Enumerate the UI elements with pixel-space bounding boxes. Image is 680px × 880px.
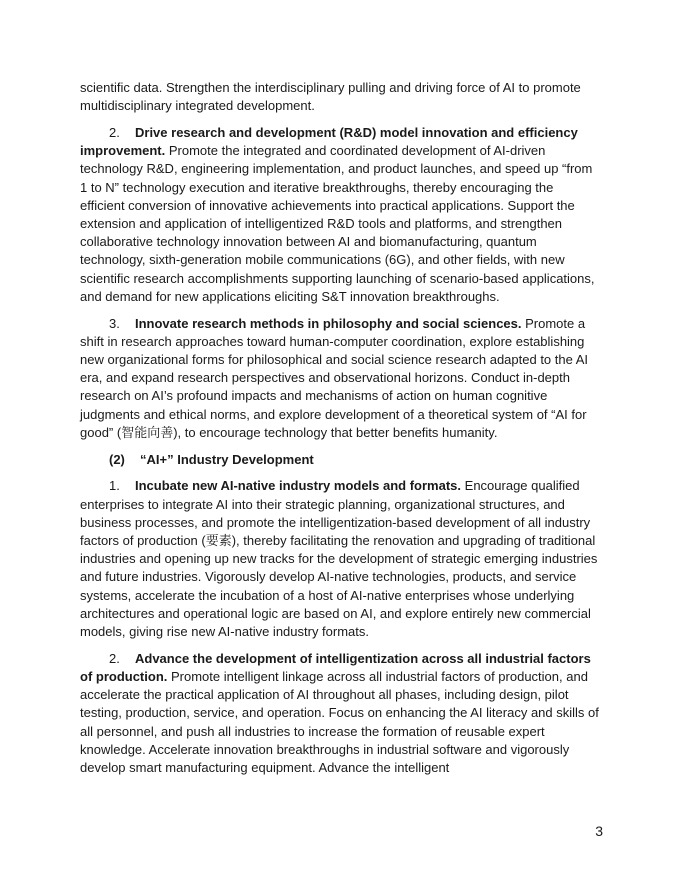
section-number: (2)	[109, 451, 125, 467]
item-3-philosophy-social-sciences	[80, 315, 600, 442]
item-title: Advance the development of intelligentization across all industrial factors of production.	[80, 650, 591, 685]
item-body: Encourage qualified enterprises to integrate AI into their strategic planning, organizational structures, and business processes, and promote the intelligentization-based development of all industry factors of production (要素), thereby facilitating the renovation and upgrading of traditional industries and opening up new tracks for the development of strategic emerging industries and future industries. Vigorously develop AI-native technologies, products, and service systems, accelerate the incubation of a host of AI-native enterprises whose underlying architectures and operational logic are based on AI, and explore entirely new commercial models, giving rise new AI-native industry formats.	[80, 478, 598, 640]
item-body: Promote intelligent linkage across all industrial factors of production, and accelerate the practical application of AI throughout all phases, including design, pilot testing, production, service, and operation. Focus on enhancing the AI literacy and skills of all personnel, and push all industries to increase the formation of reusable expert knowledge. Accelerate innovation breakthroughs in industrial software and vigorously develop smart manufacturing equipment. Advance the intelligent	[80, 669, 599, 776]
item-2-intelligentization-factors	[80, 650, 600, 777]
item-body: Promote a shift in research approaches toward human-computer coordination, explore establishing new organizational forms for philosophical and social science research adapted to the AI era, and expand research perspectives and observational horizons. Conduct in-depth research on AI’s profound impacts and mechanisms of action on human cognitive judgments and ethical norms, and explore development of a theoretical system of “AI for good” (智能向善), to encourage technology that better benefits humanity.	[80, 315, 589, 440]
item-number: 3.	[109, 315, 120, 331]
page-number: 3	[595, 823, 603, 839]
item-body: Promote the integrated and coordinated development of AI-driven technology R&D, engineering implementation, and product launches, and speed up “from 1 to N” technology execution and iterative breakthroughs, thereby encouraging the efficient conversion of innovative achievements into practical applications. Support the extension and application of intelligentized R&D tools and platforms, and strengthen collaborative technology innovation between AI and biomanufacturing, quantum technology, sixth-generation mobile communications (6G), and other fields, with new scientific research accomplishments supporting launching of scenario-based applications, and demand for new applications eliciting S&T innovation breakthroughs.	[80, 143, 595, 304]
item-2-rnd-innovation	[80, 124, 600, 306]
item-title: Innovate research methods in philosophy and social sciences.	[135, 315, 522, 331]
item-title: Incubate new AI-native industry models and formats.	[135, 478, 462, 494]
item-number: 2.	[109, 650, 120, 666]
item-number: 1.	[109, 478, 120, 494]
item-number: 2.	[109, 125, 120, 140]
item-title: Drive research and development (R&D) model innovation and efficiency improvement.	[80, 125, 578, 159]
item-1-ai-native-industry	[80, 477, 600, 641]
section-title: “AI+” Industry Development	[140, 451, 314, 467]
section-heading-ai-plus-industry	[80, 451, 600, 469]
continuation-paragraph: scientific data. Strengthen the interdisciplinary pulling and driving force of AI to promote multidisciplinary integrated development.	[80, 80, 581, 114]
document-page	[80, 79, 600, 786]
